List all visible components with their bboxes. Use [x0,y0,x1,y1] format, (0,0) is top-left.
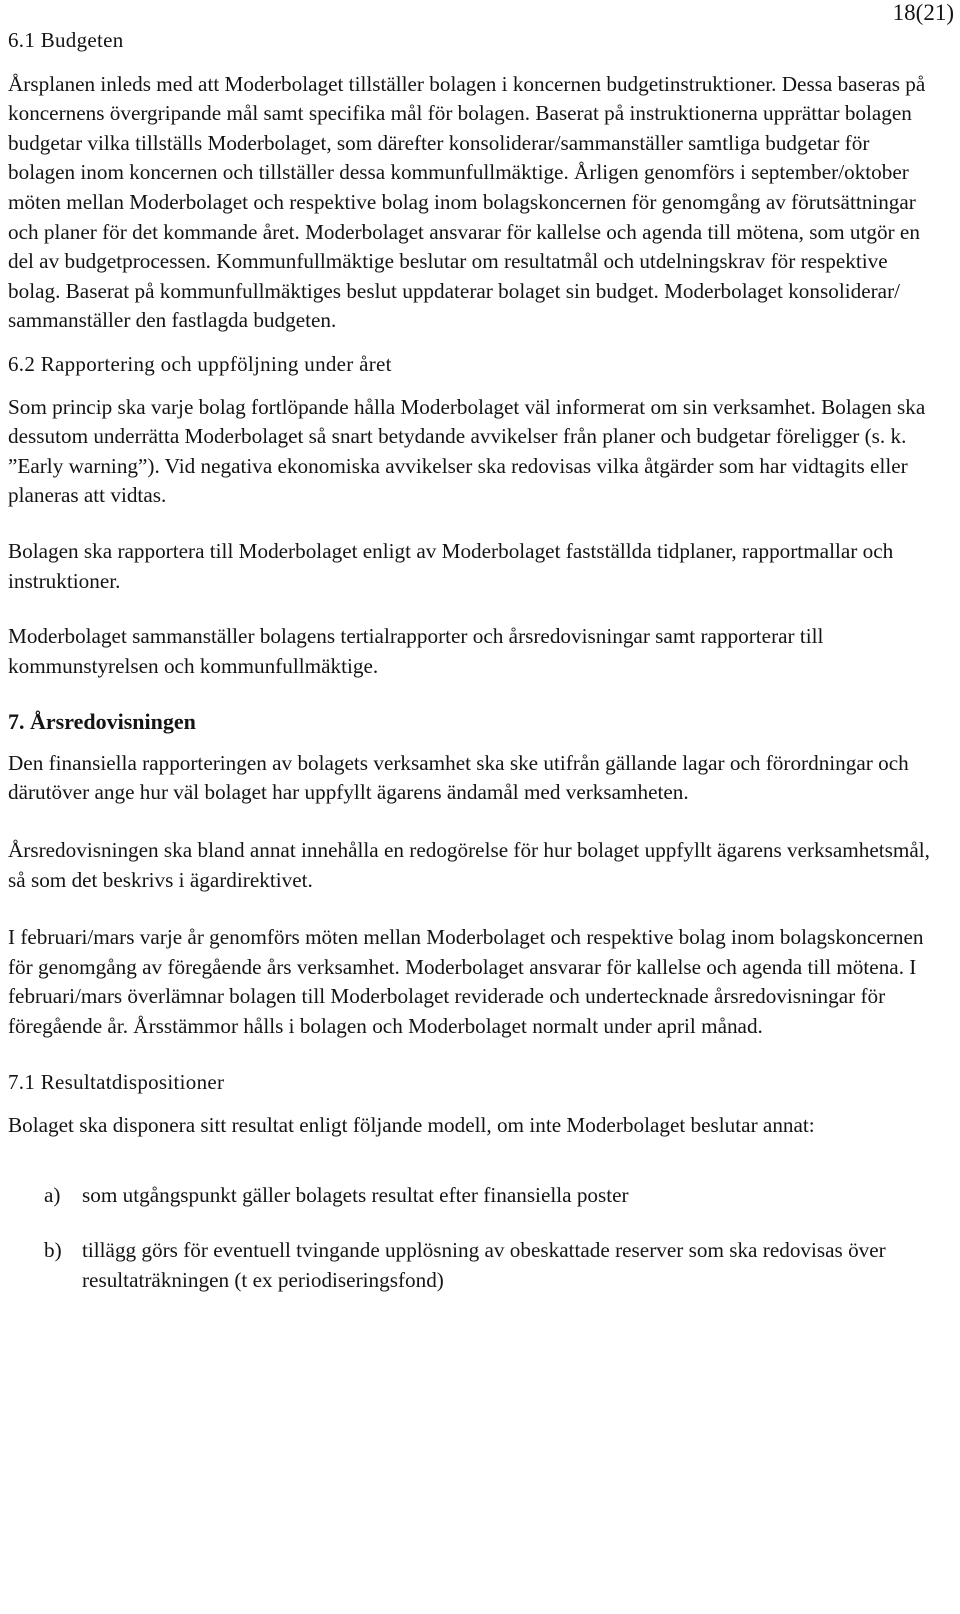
page-number: 18(21) [892,0,954,25]
list-item [8,1236,938,1295]
list-item [8,1181,938,1211]
page-content [8,26,938,1322]
section-7-1-heading: 7.1 Resultatdispositioner [8,1069,225,1094]
section-7-heading: 7. Årsredovisningen [8,709,196,735]
section-6-1-heading: 6.1 Budgeten [8,28,124,52]
section-6-2-heading: 6.2 Rapportering och uppföljning under året [8,351,392,376]
list-item-text: som utgångspunkt gäller bolagets resultat efter finansiella poster [82,1182,629,1207]
section-6-2-paragraph-2: Bolagen ska rapportera till Moderbolaget enligt av Moderbolaget fastställda tidplaner, rapportmallar och instruktioner. [8,538,894,593]
section-7-paragraph-1: Den finansiella rapporteringen av bolagets verksamhet ska ske utifrån gällande lagar och förordningar och därutöver ange hur väl bolaget har uppfyllt ägarens ändamål med verksamheten. [8,750,909,805]
section-7-paragraph-2: Årsredovisningen ska bland annat innehålla en redogörelse för hur bolaget uppfyllt ägarens verksamhetsmål, så som det beskrivs i ägardirektivet. [8,838,930,892]
list-item-text: tillägg görs för eventuell tvingande upplösning av obeskattade reserver som ska redovisas över resultaträkningen (t ex periodiseringsfond) [82,1238,886,1292]
section-7-paragraph-3: I februari/mars varje år genomförs möten mellan Moderbolaget och respektive bolag inom bolagskoncernen för genomgång av föregående års verksamhet. Moderbolaget ansvarar för kallelse och agenda till mötena. I februari/mars överlämnar bolagen till Moderbolaget reviderade och undertecknade årsredovisningar för föregående år. Årsstämmor hålls i bolagen och Moderbolaget normalt under april månad. [8,925,924,1039]
section-6-1-paragraph: Årsplanen inleds med att Moderbolaget tillställer bolagen i koncernen budgetinstruktioner. Dessa baseras på koncernens övergripande mål samt specifika mål för bolagen. Baserat på instruktionerna upprättar bolagen budgetar vilka tillställs Moderbolaget, som därefter konsoliderar/sammanställer samtliga budgetar för bolagen inom koncernen och tillställer dessa kommunfullmäktige. Årligen genomförs i september/oktober möten mellan Moderbolaget och respektive bolag inom bolagskoncernen för genomgång av förutsättningar och planer för det kommande året. Moderbolaget ansvarar för kallelse och agenda till mötena, som utgör en del av budgetprocessen. Kommunfullmäktige beslutar om resultatmål och utdelningskrav för respektive bolag. Baserat på kommunfullmäktiges beslut uppdaterar bolaget sin budget. Moderbolaget konsoliderar/ sammanställer den fastlagda budgeten. [8,71,926,333]
list-marker: b) [44,1238,62,1263]
list-marker: a) [44,1182,61,1207]
section-6-2-paragraph-3: Moderbolaget sammanställer bolagens tertialrapporter och årsredovisningar samt rapporterar till kommunstyrelsen och kommunfullmäktige. [8,624,824,678]
section-6-2-paragraph-1: Som princip ska varje bolag fortlöpande hålla Moderbolaget väl informerat om sin verksamhet. Bolagen ska dessutom underrätta Moderbolaget så snart betydande avvikelser från planer och budgetar föreligger (s. k. ”Early warning”). Vid negativa ekonomiska avvikelser ska redovisas vilka åtgärder som har vidtagits eller planeras att vidtas. [8,394,926,508]
disposition-list [8,1181,938,1296]
section-7-1-paragraph: Bolaget ska disponera sitt resultat enligt följande modell, om inte Moderbolaget beslutar annat: [8,1113,815,1138]
